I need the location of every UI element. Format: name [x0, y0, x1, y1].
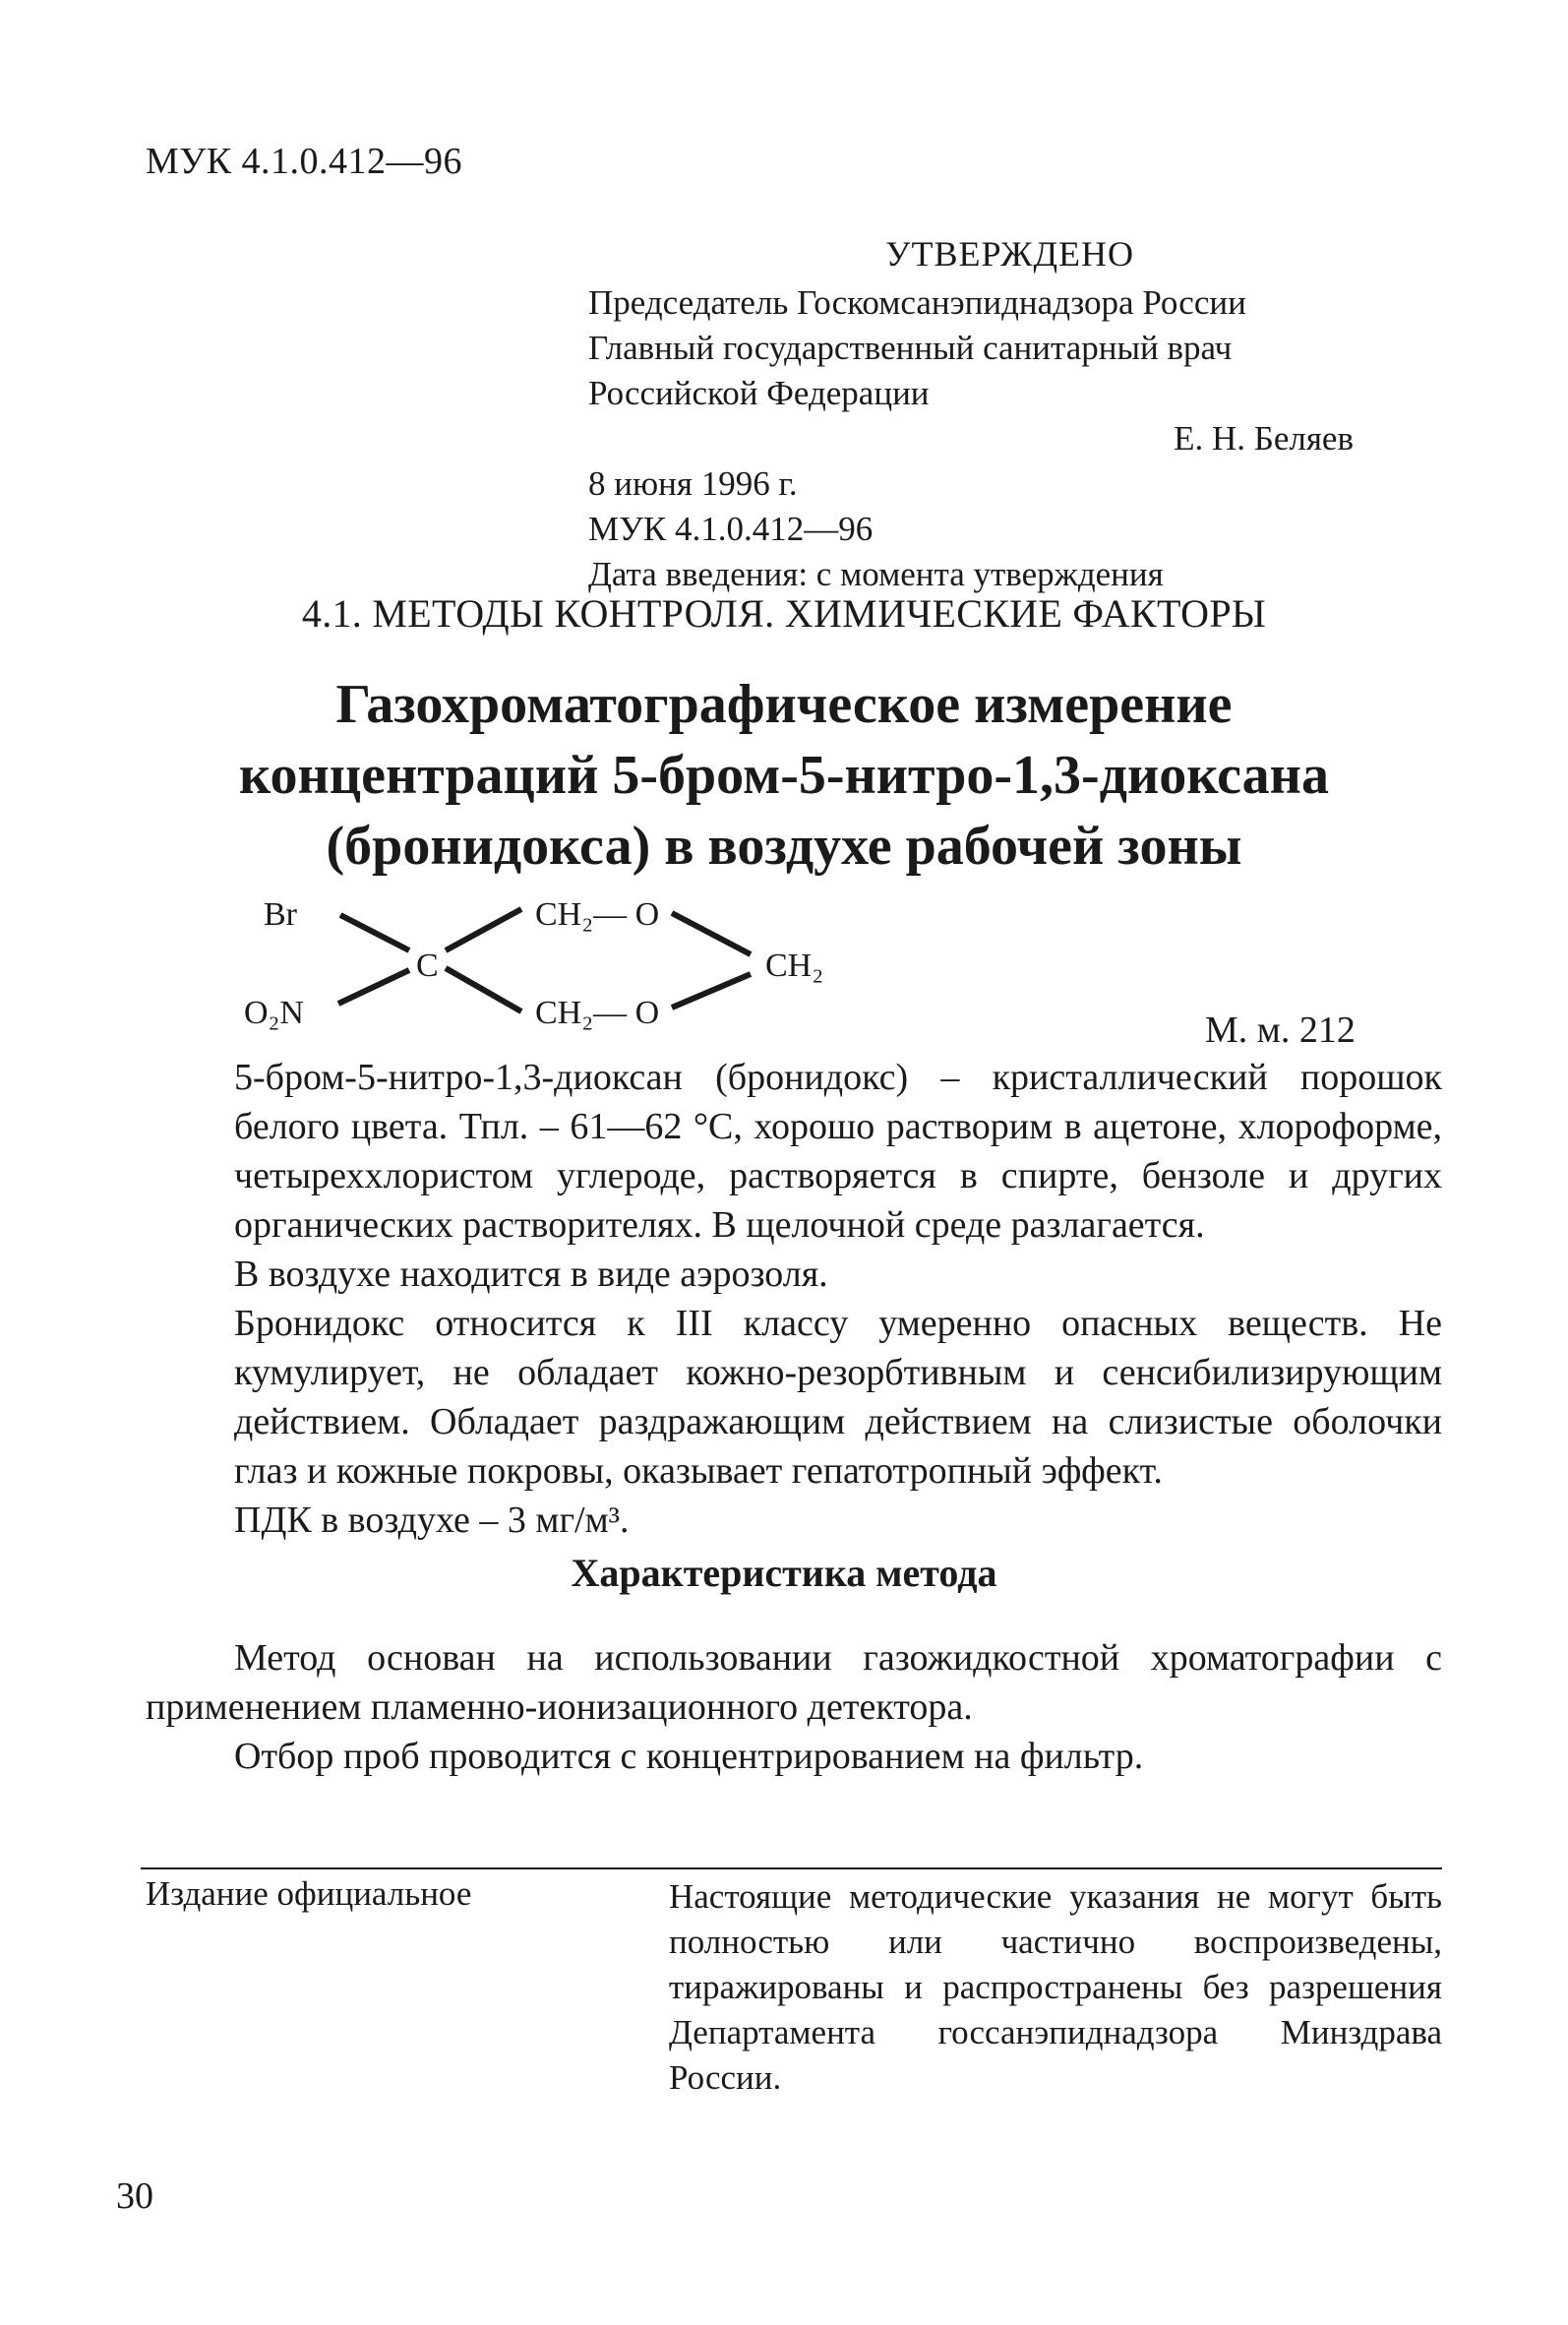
- approval-code: МУК 4.1.0.412—96: [588, 510, 874, 548]
- approval-signer: Е. Н. Беляев: [1174, 419, 1354, 458]
- formula-br: Br: [264, 896, 297, 933]
- footer-notice: Настоящие методические указания не могут быть полностью или частично воспроизведены, тиражированы и распространены без разрешения Департамента госсанэпиднадзора Минздрава России.: [669, 1877, 1442, 2097]
- page-title: [0, 669, 1568, 882]
- body-paragraph: Бронидокс относится к III классу умеренно опасных веществ. Не кумулирует, не обладает кожно-резорбтивным и сенсибилизирующим действием. Обладает раздражающим действием на слизистые оболочки глаз и кожные покровы, оказывает гепатотропный эффект.: [234, 1303, 1442, 1492]
- footer-divider: [141, 1867, 1442, 1869]
- title-line: концентраций 5-бром-5-нитро-1,3-диоксана: [239, 745, 1329, 806]
- formula-ch2-bottom: CH₂— O: [535, 995, 660, 1031]
- body-paragraph: В воздухе находится в виде аэрозоля.: [234, 1254, 828, 1295]
- body-paragraph: ПДК в воздухе – 3 мг/м³.: [234, 1499, 630, 1541]
- bond-line: [340, 915, 409, 950]
- page-number: 30: [116, 2175, 153, 2217]
- approval-heading: УТВЕРЖДЕНО: [885, 234, 1135, 274]
- title-line: Газохроматографическое измерение: [335, 674, 1233, 735]
- formula-ch2-right: CH₂: [765, 948, 824, 984]
- method-heading: Характеристика метода: [571, 1551, 997, 1595]
- approval-block: [588, 231, 1375, 597]
- structural-formula: [244, 886, 952, 1043]
- bond-line: [446, 909, 521, 950]
- section-title: 4.1. МЕТОДЫ КОНТРОЛЯ. ХИМИЧЕСКИЕ ФАКТОРЫ: [301, 591, 1267, 636]
- approval-date: 8 июня 1996 г.: [588, 464, 798, 503]
- bond-line: [672, 913, 751, 954]
- method-paragraph: Метод основан на использовании газожидкостной хроматографии с применением пламенно-ионизационного детектора.: [146, 1637, 1442, 1728]
- approval-line: Председатель Госкомсанэпиднадзора России: [588, 283, 1246, 322]
- bond-line: [338, 970, 409, 1004]
- approval-intro-date: Дата введения: с момента утверждения: [588, 555, 1164, 593]
- substance-description: [234, 1053, 1442, 1545]
- title-line: (бронидокса) в воздухе рабочей зоны: [326, 816, 1242, 877]
- formula-o2n: O₂N: [244, 995, 304, 1031]
- method-paragraph: Отбор проб проводится с концентрированием на фильтр.: [234, 1736, 1144, 1777]
- approval-line: Главный государственный санитарный врач: [588, 329, 1233, 367]
- footer-edition: Издание официальное: [146, 1874, 472, 1913]
- approval-line: Российской Федерации: [588, 374, 930, 412]
- formula-c: C: [416, 948, 439, 984]
- method-description: [146, 1633, 1442, 1781]
- molecular-mass: М. м. 212: [1205, 1010, 1356, 1051]
- formula-ch2-top: CH₂— O: [535, 896, 660, 933]
- document-code: МУК 4.1.0.412—96: [146, 141, 463, 182]
- bond-line: [672, 974, 751, 1008]
- body-paragraph: 5-бром-5-нитро-1,3-диоксан (бронидокс) – кристаллический порошок белого цвета. Тпл. – 61—62 °С, хорошо растворим в ацетоне, хлороформе, четыреххлористом углероде, растворяется в спирте, бензоле и других органических растворителях. В щелочной среде разлагается.: [234, 1057, 1442, 1246]
- bond-line: [446, 968, 521, 1011]
